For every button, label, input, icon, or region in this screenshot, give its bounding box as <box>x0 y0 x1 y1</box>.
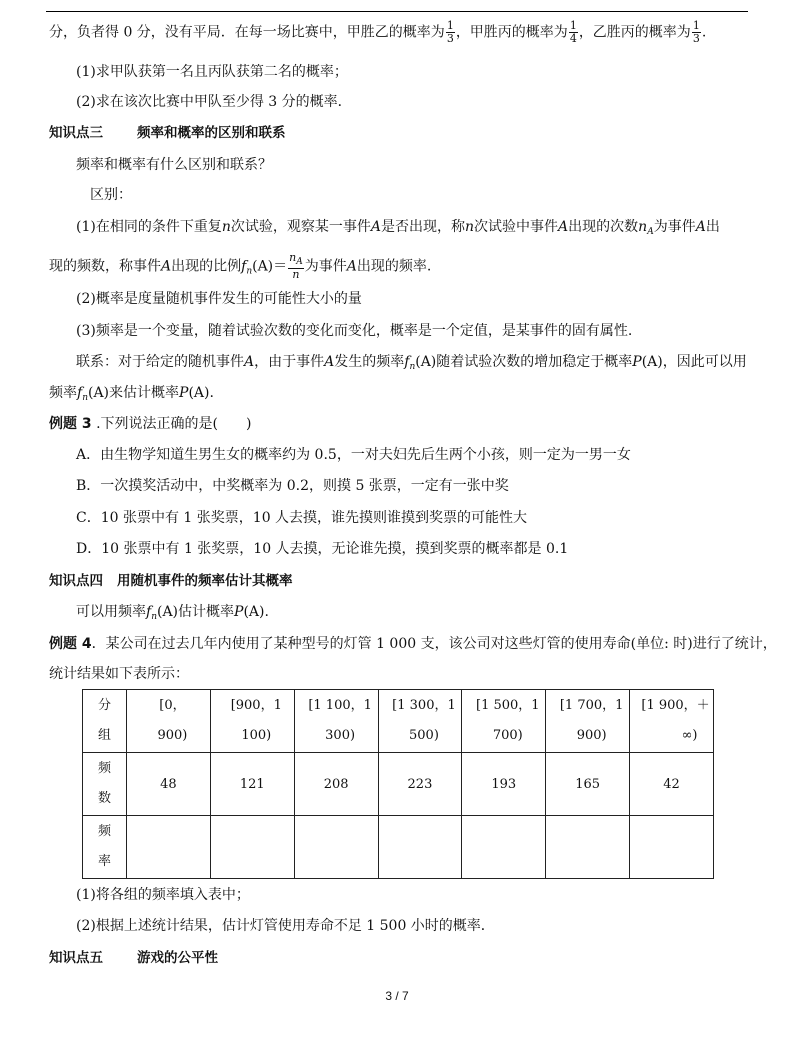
page-number: 3 / 7 <box>385 989 409 1003</box>
frequency-cell <box>294 816 378 879</box>
question-1: (1)求甲队获第一名且丙队获第二名的概率； <box>76 64 348 80</box>
row-header: 频 率 <box>83 816 127 879</box>
problem-continuation: 分，负者得 0 分，没有平局．在每一场比赛中，甲胜乙的概率为 $\frac{1}{3}$ ，甲胜丙的概率为 $\frac{1}{4}$ ，乙胜丙的概率为 $\frac{1}{3}$ . <box>49 19 707 45</box>
difference-1: (1)在相同的条件下重复n次试验，观察某一事件A是否出现，称n次试验中事件A出现的次数$n_A$为事件A出 <box>76 219 720 237</box>
difference-2: (2)概率是度量随机事件发生的可能性大小的量 <box>76 291 362 307</box>
fraction: $\frac{1}{3}$ <box>692 19 700 45</box>
group-cell: [1 300，1 500) <box>378 690 462 753</box>
task-2: (2)根据上述统计结果，估计灯管使用寿命不足 1 500 小时的概率． <box>76 918 495 934</box>
frequency-cell <box>378 816 462 879</box>
option-a: A．由生物学知道生男生女的概率约为 0.5，一对夫妇先后生两个小孩，则一定为一男一女 <box>76 447 631 463</box>
estimate-line: 可以用频率$f_n(A)$估计概率P(A). <box>76 604 269 622</box>
group-cell: [1 500，1 700) <box>462 690 546 753</box>
count-cell: 121 <box>210 753 294 816</box>
group-cell: [900，1 100) <box>210 690 294 753</box>
option-b: B．一次摸奖活动中，中奖概率为 0.2，则摸 5 张票，一定有一张中奖 <box>76 478 509 494</box>
count-cell: 42 <box>630 753 714 816</box>
fraction: $\frac{1}{3}$ <box>446 19 454 45</box>
example-4: 例题 4．某公司在过去几年内使用了某种型号的灯管 1 000 支，该公司对这些灯管的使用寿命(单位: 时)进行了统计， <box>49 636 777 652</box>
count-cell: 165 <box>546 753 630 816</box>
count-cell: 193 <box>462 753 546 816</box>
count-cell: 223 <box>378 753 462 816</box>
group-cell: [1 700，1 900) <box>546 690 630 753</box>
table-row <box>83 690 714 753</box>
row-header: 分 组 <box>83 690 127 753</box>
section-heading-5: 知识点五 游戏的公平性 <box>49 950 218 966</box>
difference-1-cont: 现的频数，称事件A出现的比例$f_n(A)=$ $\frac{n_A}{n}$ 为事件A出现的频率. <box>49 251 432 281</box>
table-row <box>83 816 714 879</box>
option-c: C．10 张票中有 1 张奖票，10 人去摸，谁先摸则谁摸到奖票的可能性大 <box>76 510 528 526</box>
fraction: $\frac{n_A}{n}$ <box>289 251 303 281</box>
group-cell: [1 100，1 300) <box>294 690 378 753</box>
example-4-cont: 统计结果如下表所示： <box>49 666 189 682</box>
difference-label: 区别： <box>90 187 132 203</box>
connection: 联系：对于给定的随机事件A，由于事件A发生的频率$f_n(A)$随着试验次数的增加稳定于概率P(A)，因此可以用 <box>76 354 747 372</box>
question-2: (2)求在该次比赛中甲队至少得 3 分的概率． <box>76 94 352 110</box>
option-d: D．10 张票中有 1 张奖票，10 人去摸，无论谁先摸，摸到奖票的概率都是 0.1 <box>76 541 569 557</box>
frequency-table <box>82 689 714 879</box>
frequency-cell <box>210 816 294 879</box>
group-cell: [1 900，＋ ∞) <box>630 690 714 753</box>
count-cell: 208 <box>294 753 378 816</box>
header-rule <box>46 11 748 12</box>
section-heading-3: 知识点三 频率和概率的区别和联系 <box>49 125 286 141</box>
section-heading-4: 知识点四 用随机事件的频率估计其概率 <box>49 573 293 589</box>
frequency-cell <box>546 816 630 879</box>
example-3: 例题 3 .下列说法正确的是( ) <box>49 416 252 432</box>
count-cell: 48 <box>127 753 211 816</box>
prompt-question: 频率和概率有什么区别和联系？ <box>76 157 272 173</box>
connection-cont: 频率$f_n(A)$来估计概率P(A). <box>49 385 214 403</box>
frequency-cell <box>630 816 714 879</box>
frequency-cell <box>462 816 546 879</box>
group-cell: [0， 900) <box>127 690 211 753</box>
fraction: $\frac{1}{4}$ <box>569 19 577 45</box>
frequency-cell <box>127 816 211 879</box>
difference-3: (3)频率是一个变量，随着试验次数的变化而变化，概率是一个定值，是某事件的固有属性. <box>76 323 633 339</box>
task-1: (1)将各组的频率填入表中； <box>76 887 250 903</box>
table-row <box>83 753 714 816</box>
row-header: 频 数 <box>83 753 127 816</box>
